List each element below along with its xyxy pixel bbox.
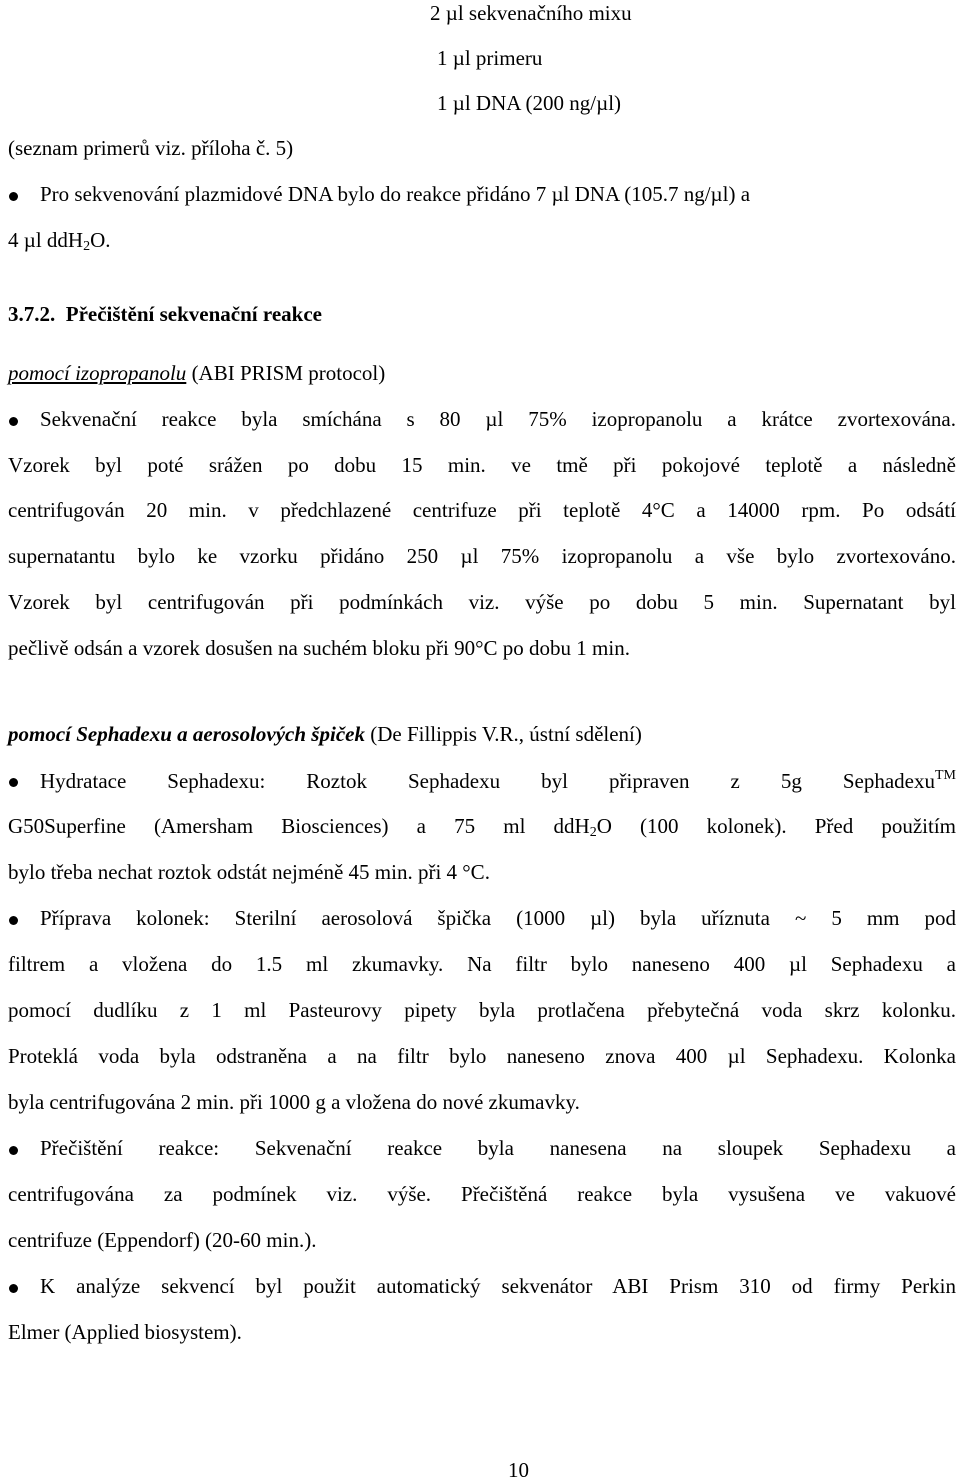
plasmid-line-1: Pro sekvenování plazmidové DNA bylo do reakce přidáno 7 µl DNA (105.7 ng/µl) a: [40, 182, 751, 206]
hydration-line-2: G50Superfine (Amersham Biosciences) a 75 ml ddH$_2$O (100 kolonek). Před použitím: [8, 814, 956, 840]
isopropanol-line: Vzorek byl centrifugován při podmínkách viz. výše po dobu 5 min. Supernatant byl: [8, 590, 956, 614]
bullet-icon: [9, 417, 18, 426]
bullet-icon: [9, 916, 18, 925]
isopropanol-heading: pomocí izopropanolu (ABI PRISM protocol): [8, 361, 386, 385]
section-heading: [8, 304, 322, 325]
purification-line: centrifugována za podmínek viz. výše. Přečištěná reakce byla vysušena ve vakuové: [8, 1182, 956, 1206]
hydration-line-3: bylo třeba nechat roztok odstát nejméně 45 min. při 4 °C.: [8, 860, 490, 884]
section-number: 3.7.2.: [8, 302, 56, 326]
purification-line: Přečištění reakce: Sekvenační reakce byla nanesena na sloupek Sephadexu a: [40, 1136, 956, 1160]
columns-line: Proteklá voda byla odstraněna a na filtr bylo naneseno znova 400 µl Sephadexu. Kolonka: [8, 1044, 956, 1068]
columns-line: byla centrifugována 2 min. při 1000 g a vložena do nové zkumavky.: [8, 1090, 580, 1114]
primer-note: (seznam primerů viz. příloha č. 5): [8, 136, 294, 160]
analysis-line: Elmer (Applied biosystem).: [8, 1320, 242, 1344]
columns-line: filtrem a vložena do 1.5 ml zkumavky. Na filtr bylo naneseno 400 µl Sephadexu a: [8, 952, 956, 976]
purification-line: centrifuze (Eppendorf) (20-60 min.).: [8, 1228, 317, 1252]
isopropanol-line: Sekvenační reakce byla smíchána s 80 µl 75% izopropanolu a krátce zvortexována.: [40, 407, 956, 431]
mix-line-1: 2 µl sekvenačního mixu: [430, 1, 632, 25]
mix-line-3: 1 µl DNA (200 ng/µl): [437, 91, 622, 115]
bullet-icon: [9, 1284, 18, 1293]
hydration-line-1: Hydratace Sephadexu: Roztok Sephadexu byl připraven z 5g Sephadexu™: [40, 768, 956, 793]
analysis-line: K analýze sekvencí byl použit automatický sekvenátor ABI Prism 310 od firmy Perkin: [40, 1274, 956, 1298]
columns-line: Příprava kolonek: Sterilní aerosolová špička (1000 µl) byla uříznuta ~ 5 mm pod: [40, 906, 956, 930]
page-number: 10: [508, 1458, 529, 1482]
bullet-icon: [9, 778, 18, 787]
bullet-icon: [9, 1146, 18, 1155]
isopropanol-line: Vzorek byl poté srážen po dobu 15 min. ve tmě při pokojové teplotě a následně: [8, 453, 956, 477]
isopropanol-line: pečlivě odsán a vzorek dosušen na suchém bloku při 90°C po dobu 1 min.: [8, 636, 630, 660]
bullet-icon: [9, 192, 18, 201]
mix-line-2: 1 µl primeru: [437, 46, 543, 70]
plasmid-line-2: 4 µl ddH$_2$O.: [8, 228, 111, 254]
section-title: Přečištění sekvenační reakce: [65, 302, 322, 326]
isopropanol-line: centrifugován 20 min. v předchlazené centrifuze při teplotě 4°C a 14000 rpm. Po odsátí: [8, 498, 956, 522]
sephadex-heading: pomocí Sephadexu a aerosolových špiček (De Fillippis V.R., ústní sdělení): [8, 722, 642, 746]
isopropanol-line: supernatantu bylo ke vzorku přidáno 250 µl 75% izopropanolu a vše bylo zvortexováno.: [8, 544, 956, 568]
columns-line: pomocí dudlíku z 1 ml Pasteurovy pipety byla protlačena přebytečná voda skrz kolonku.: [8, 998, 956, 1022]
